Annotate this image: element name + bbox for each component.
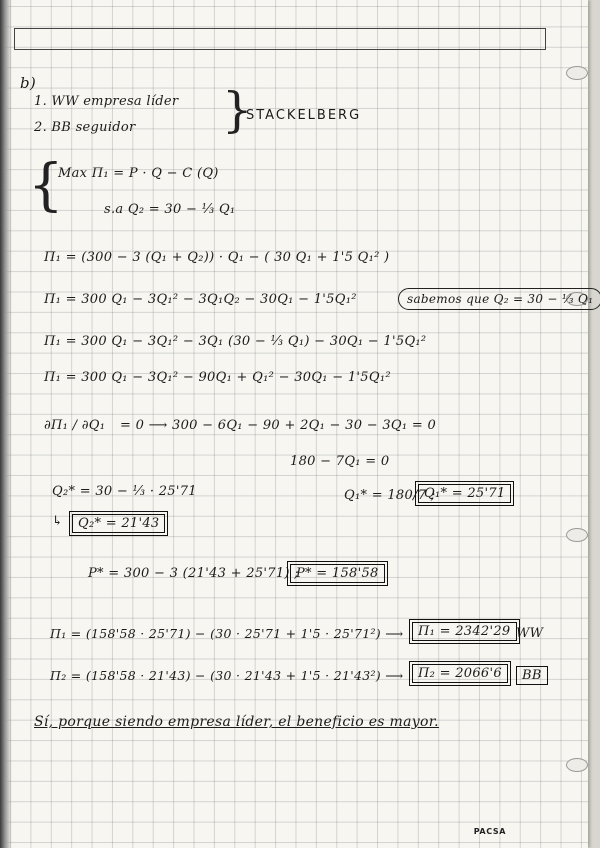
punch-hole-4 bbox=[566, 758, 588, 772]
profit-line-2: Π₁ = 300 Q₁ − 3Q₁² − 3Q₁Q₂ − 30Q₁ − 1'5Q₁² bbox=[44, 292, 357, 307]
brand-mark: PACSA bbox=[473, 827, 506, 836]
eq-simplified: 180 − 7Q₁ = 0 bbox=[290, 454, 390, 469]
q2-arrow: ↳ bbox=[52, 514, 64, 529]
p-calc: P* = 300 − 3 (21'43 + 25'71) ; bbox=[88, 566, 299, 581]
q2-calc: Q₂* = 30 − ⅓ · 25'71 bbox=[52, 484, 197, 499]
pi1-firm: WW bbox=[516, 626, 544, 641]
role-follower: 2. BB seguidor bbox=[34, 120, 136, 135]
p-result-box bbox=[290, 564, 385, 583]
profit-line-1: Π₁ = (300 − 3 (Q₁ + Q₂)) · Q₁ − ( 30 Q₁ + 1'5 Q₁² ) bbox=[44, 250, 390, 265]
q1-result: Q₁* = 25'71 bbox=[418, 484, 511, 503]
profit-line-4: Π₁ = 300 Q₁ − 3Q₁² − 90Q₁ + Q₁² − 30Q₁ − 1'5Q₁² bbox=[44, 370, 391, 385]
pi2-firm: BB bbox=[516, 666, 548, 685]
q2-result-box bbox=[72, 514, 165, 533]
note-text: sabemos que Q₂ = 30 − ⅓ Q₁ bbox=[398, 288, 600, 310]
q2-result: Q₂* = 21'43 bbox=[72, 514, 165, 533]
constraint: s.a Q₂ = 30 − ⅓ Q₁ bbox=[104, 202, 236, 217]
part-label: b) bbox=[20, 74, 37, 92]
punch-hole-3 bbox=[566, 528, 588, 542]
model-name: STACKELBERG bbox=[246, 108, 362, 123]
pi2-firm-box bbox=[516, 666, 548, 685]
page-edge-shadow bbox=[0, 0, 12, 848]
foc-lhs: ∂Π₁ / ∂Q₁ bbox=[44, 418, 106, 433]
punch-hole-1 bbox=[566, 66, 588, 80]
q1-result-box bbox=[418, 484, 511, 503]
q1-calc: Q₁* = 180/7 ; bbox=[344, 488, 436, 503]
p-result: P* = 158'58 bbox=[290, 564, 385, 583]
foc-rhs: = 0 ⟶ 300 − 6Q₁ − 90 + 2Q₁ − 30 − 3Q₁ = 0 bbox=[120, 418, 437, 433]
pi1-result-box bbox=[412, 622, 517, 641]
role-leader: 1. WW empresa líder bbox=[34, 94, 179, 109]
header-box bbox=[14, 28, 546, 50]
conclusion: Sí, porque siendo empresa líder, el beneficio es mayor. bbox=[34, 714, 439, 730]
roles-brace: } bbox=[222, 82, 253, 138]
objective: Max Π₁ = P · Q − C (Q) bbox=[58, 166, 219, 181]
pi1-result: Π₁ = 2342'29 bbox=[412, 622, 517, 641]
pi2-result-box bbox=[412, 664, 508, 683]
note-cloud bbox=[398, 288, 600, 310]
pi2-result: Π₂ = 2066'6 bbox=[412, 664, 508, 683]
profit-line-3: Π₁ = 300 Q₁ − 3Q₁² − 3Q₁ (30 − ⅓ Q₁) − 30Q₁ − 1'5Q₁² bbox=[44, 334, 427, 349]
pi1-calc: Π₁ = (158'58 · 25'71) − (30 · 25'71 + 1'5 · 25'71²) ⟶ bbox=[50, 626, 404, 641]
pi2-calc: Π₂ = (158'58 · 21'43) − (30 · 21'43 + 1'5 · 21'43²) ⟶ bbox=[50, 668, 404, 683]
problem-brace: { bbox=[28, 153, 64, 218]
